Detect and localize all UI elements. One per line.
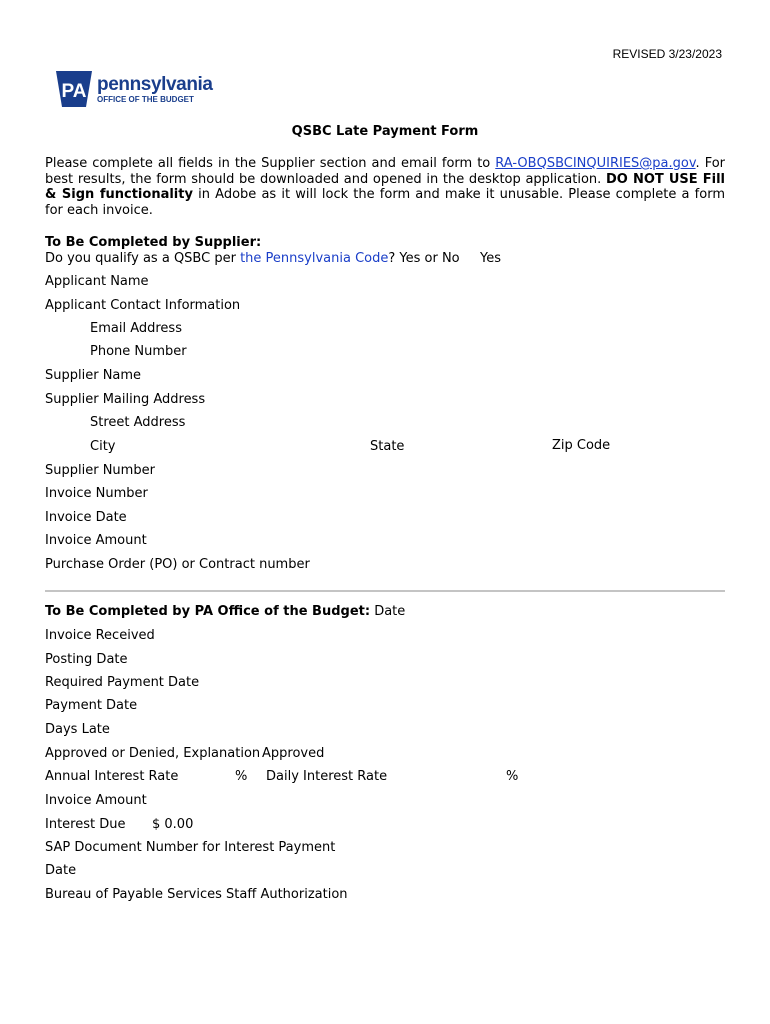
sap-date-label: Date — [45, 863, 77, 878]
invoice-amount-label: Invoice Amount — [45, 533, 147, 548]
mailing-address-label: Supplier Mailing Address — [45, 392, 206, 407]
qsbc-question-suffix: ? Yes or No — [388, 251, 460, 266]
state-label: State — [370, 439, 405, 454]
sap-document-number-label: SAP Document Number for Interest Payment — [45, 840, 336, 855]
qsbc-question — [45, 251, 460, 267]
logo-state-name: pennsylvania — [97, 73, 213, 95]
zip-code-label: Zip Code — [552, 438, 611, 453]
annual-interest-rate-label: Annual Interest Rate — [45, 769, 179, 784]
applicant-contact-label: Applicant Contact Information — [45, 298, 241, 313]
intro-warning: DO NOT USE Fill & Sign functionality — [45, 171, 725, 202]
logo-state-abbr: PA — [61, 81, 87, 102]
intro-text-2: . For best results, the form should be downloaded and opened in the desktop application. — [45, 156, 726, 187]
supplier-section-heading: To Be Completed by Supplier: — [45, 235, 262, 250]
supplier-name-label: Supplier Name — [45, 368, 142, 383]
invoice-date-label: Invoice Date — [45, 510, 127, 525]
form-instructions — [45, 156, 725, 218]
po-number-label: Purchase Order (PO) or Contract number — [45, 557, 310, 572]
section-divider — [45, 590, 725, 592]
approval-field[interactable]: Approved — [262, 746, 325, 761]
logo-wordmark — [97, 75, 213, 104]
required-payment-date-label: Required Payment Date — [45, 675, 200, 690]
applicant-name-label: Applicant Name — [45, 274, 149, 289]
budget-date-column-label: Date — [370, 604, 406, 619]
budget-section-heading: To Be Completed by PA Office of the Budget: — [45, 604, 371, 619]
interest-due-label: Interest Due — [45, 817, 126, 832]
invoice-number-label: Invoice Number — [45, 486, 148, 501]
revision-date: REVISED 3/23/2023 — [612, 47, 722, 61]
pa-budget-logo — [54, 69, 213, 109]
intro-text-1: Please complete all fields in the Supplier section and email form to — [45, 156, 496, 171]
budget-invoice-amount-label: Invoice Amount — [45, 793, 147, 808]
daily-interest-rate-label: Daily Interest Rate — [266, 769, 388, 784]
qsbc-answer-field[interactable]: Yes — [480, 251, 501, 266]
email-link[interactable]: RA-OBQSBCINQUIRIES@pa.gov — [495, 156, 696, 171]
form-title: QSBC Late Payment Form — [291, 124, 479, 139]
qsbc-question-prefix: Do you qualify as a QSBC per — [45, 251, 241, 266]
budget-section-header — [45, 604, 405, 620]
posting-date-label: Posting Date — [45, 652, 128, 667]
pa-code-link[interactable]: the Pennsylvania Code — [240, 251, 389, 266]
invoice-received-label: Invoice Received — [45, 628, 155, 643]
daily-rate-percent: % — [506, 769, 519, 784]
phone-number-label: Phone Number — [90, 344, 187, 359]
supplier-number-label: Supplier Number — [45, 463, 155, 478]
payment-date-label: Payment Date — [45, 698, 138, 713]
pa-keystone-icon — [54, 69, 94, 109]
interest-due-field[interactable]: $ 0.00 — [152, 817, 194, 832]
approval-label: Approved or Denied, Explanation — [45, 746, 261, 761]
staff-authorization-label: Bureau of Payable Services Staff Authorization — [45, 887, 348, 902]
city-label: City — [90, 439, 116, 454]
logo-office-name: OFFICE OF THE BUDGET — [97, 94, 194, 104]
intro-text-3: in Adobe as it will lock the form and make it unusable. Please complete a form for each invoice. — [45, 187, 725, 218]
days-late-label: Days Late — [45, 722, 110, 737]
annual-rate-percent: % — [235, 769, 248, 784]
email-address-label: Email Address — [90, 321, 182, 336]
street-address-label: Street Address — [90, 415, 186, 430]
